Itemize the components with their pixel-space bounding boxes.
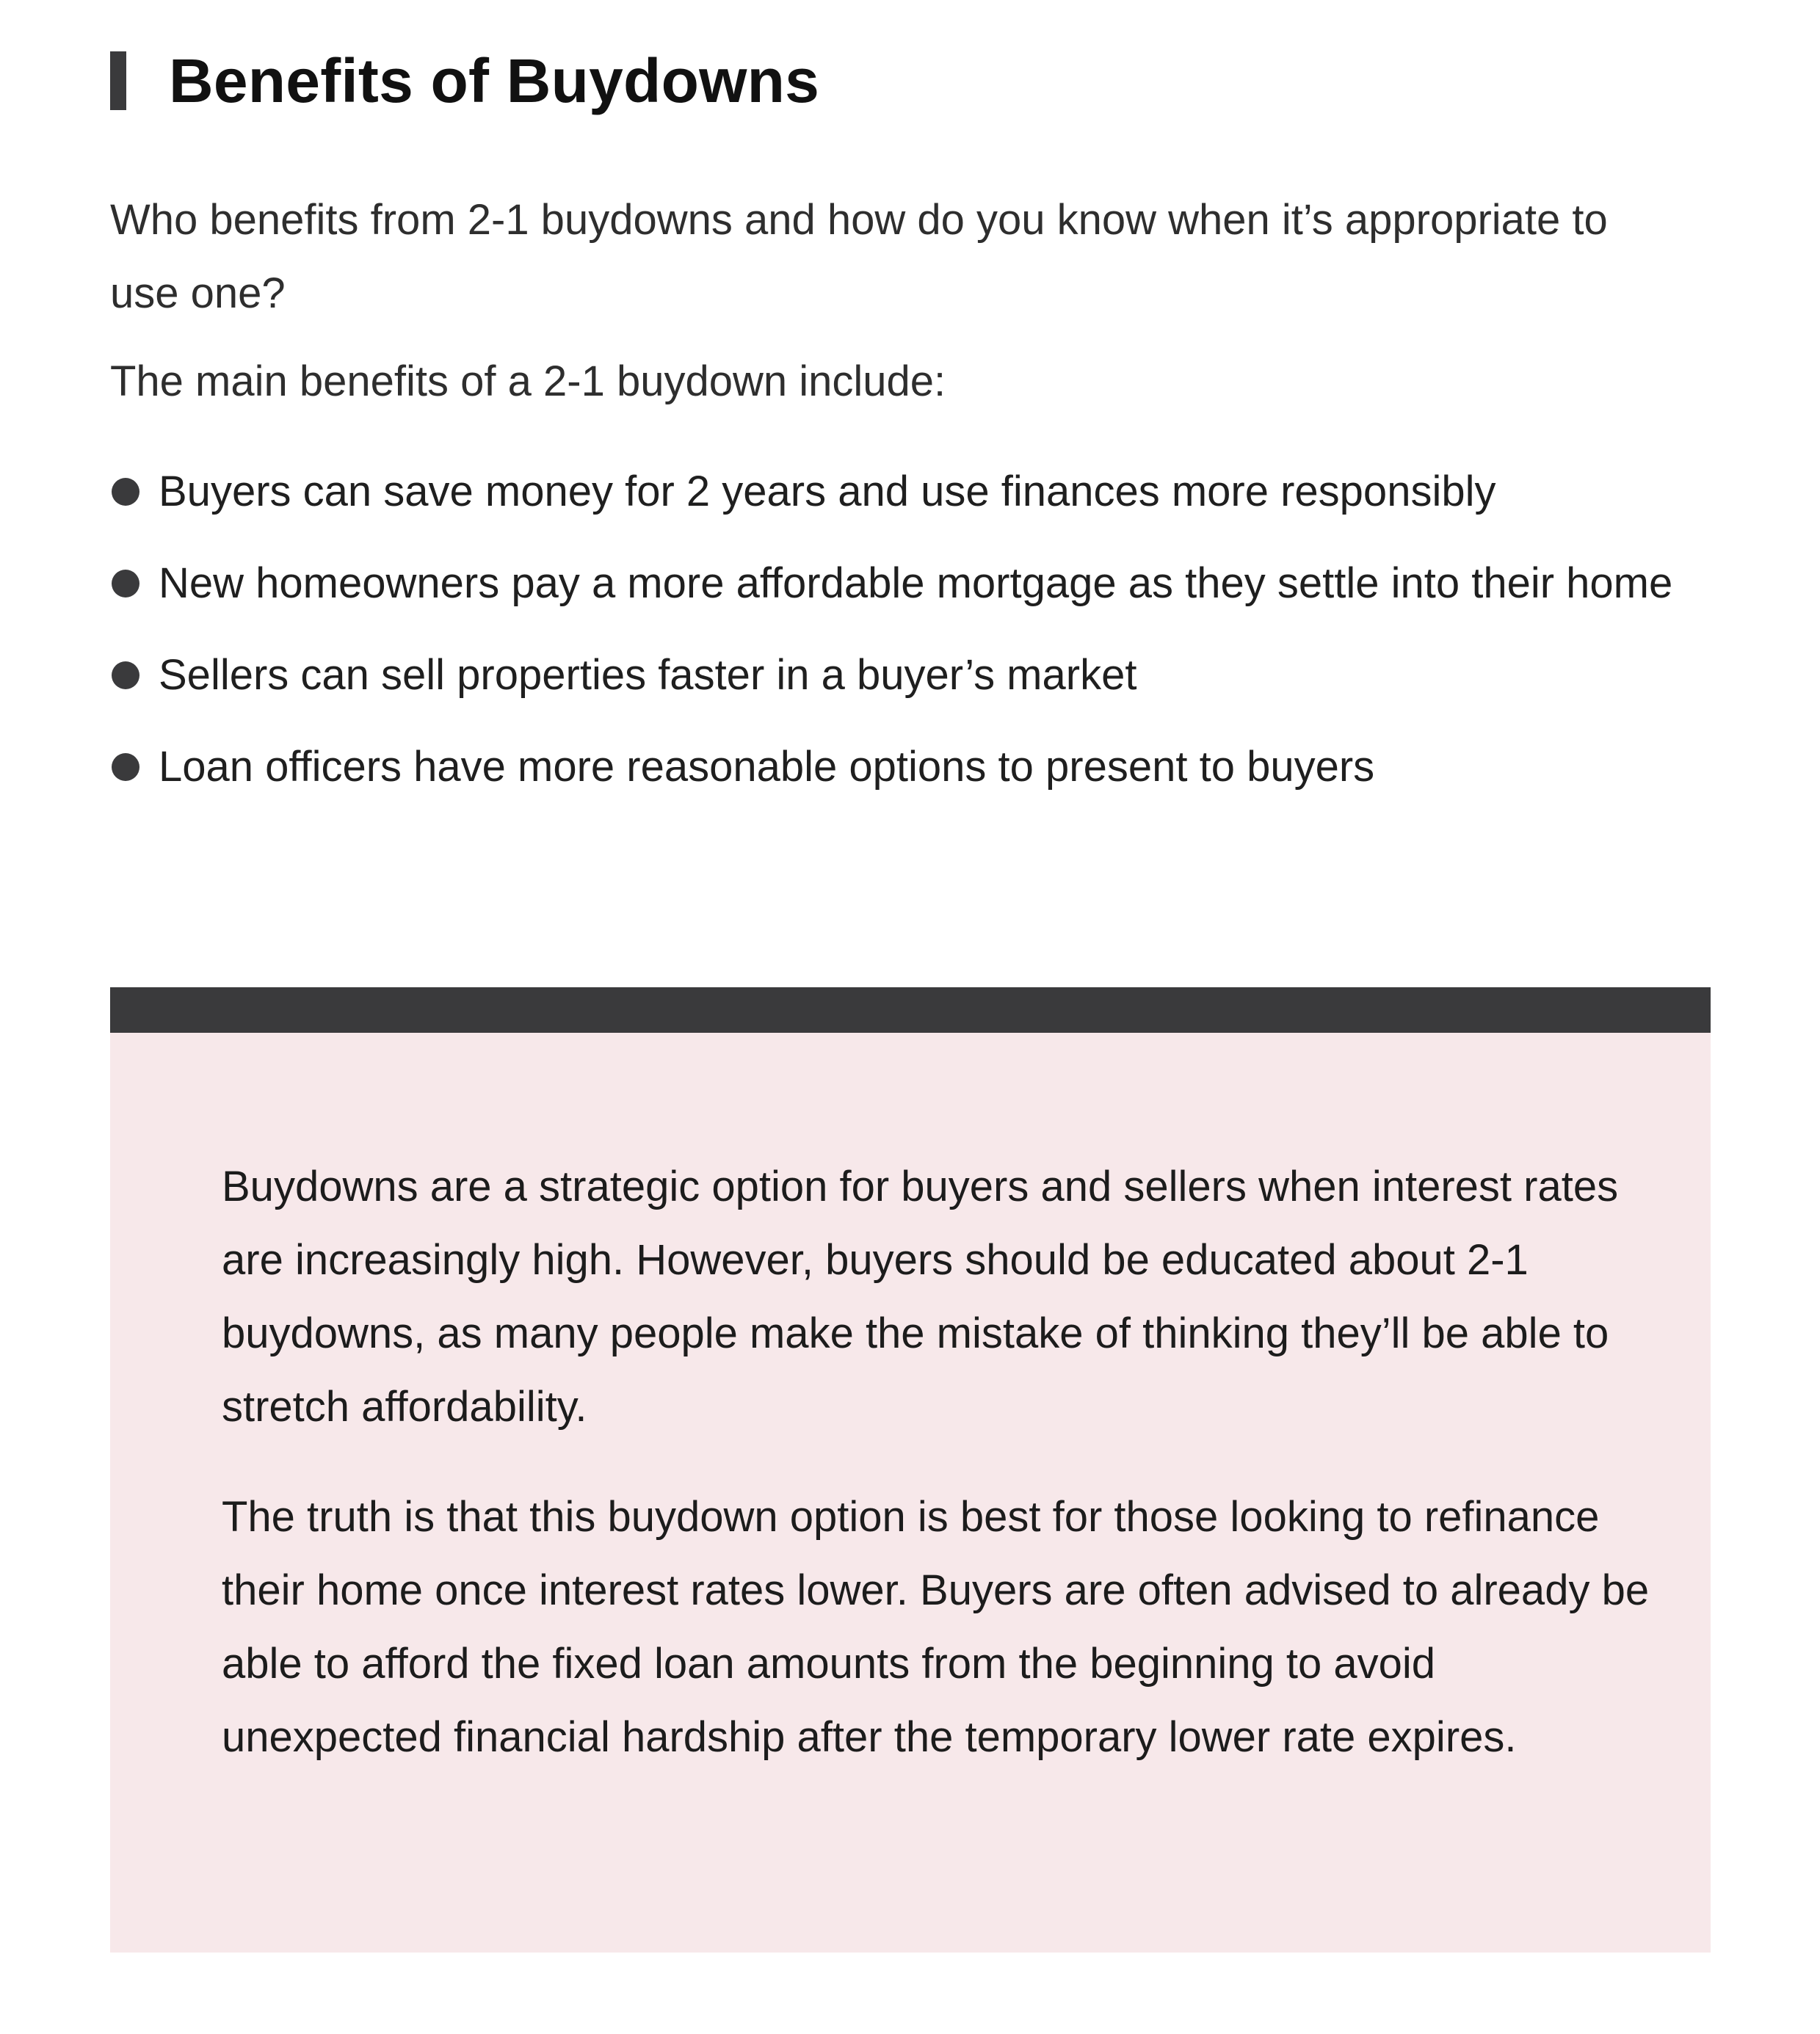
intro-paragraph: Who benefits from 2-1 buydowns and how do you know when it’s appropriate to use one? [110,196,1608,317]
list-item [110,455,1711,529]
list-item-text: New homeowners pay a more affordable mortgage as they settle into their home [159,559,1673,607]
bullet-icon [112,570,139,598]
benefits-lead-text: The main benefits of a 2-1 buydown include: [110,357,946,405]
list-item-text: Buyers can save money for 2 years and use finances more responsibly [159,468,1496,515]
section-title: Benefits of Buydowns [169,46,820,115]
callout-body [222,1150,1653,1811]
list-item [110,639,1711,712]
list-item-text: Sellers can sell properties faster in a buyer’s market [159,651,1137,699]
benefits-list [110,455,1711,822]
callout-box [110,987,1711,1953]
section-heading [110,46,819,116]
list-item-text: Loan officers have more reasonable options to present to buyers [159,743,1375,791]
bullet-icon [112,661,139,689]
callout-top-bar [110,987,1711,1033]
heading-accent-bar [110,51,126,110]
list-item [110,730,1711,804]
callout-paragraph: The truth is that this buydown option is best for those looking to refinance their home once interest rates lower. Buyers are often advised to already be able to afford the fixed loan amounts from the beginning to avoid unexpected financial hardship after the temporary lower rate expires. [222,1493,1650,1761]
bullet-icon [112,478,139,506]
callout-paragraph: Buydowns are a strategic option for buyers and sellers when interest rates are increasingly high. However, buyers should be educated about 2-1 buydowns, as many people make the mistake of thinking they’ll be able to stretch affordability. [222,1163,1619,1431]
list-item [110,547,1711,620]
bullet-icon [112,753,139,781]
